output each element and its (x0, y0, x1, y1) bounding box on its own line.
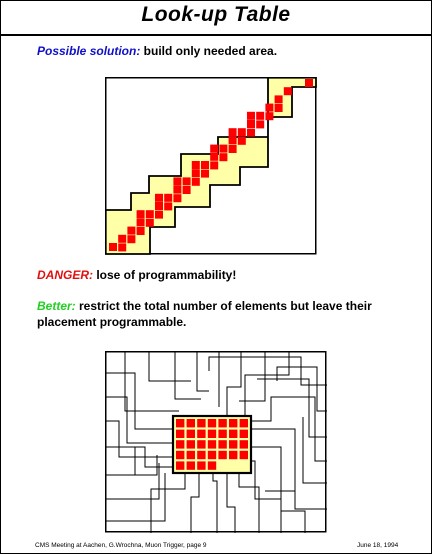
lut-cell (155, 211, 163, 219)
possible-solution-label: Possible solution: (37, 44, 141, 58)
footer-date: June 18, 1994 (357, 542, 399, 549)
block-cell (176, 440, 184, 448)
possible-solution-text: build only needed area. (140, 44, 278, 58)
lut-cell (146, 219, 154, 227)
lut-cell (164, 194, 172, 202)
block-cell (218, 419, 226, 427)
lut-cell (183, 177, 191, 185)
block-cell (208, 419, 216, 427)
lut-cell (137, 218, 145, 226)
page-title: Look-up Table (141, 3, 291, 26)
lut-cell (305, 79, 313, 87)
lut-cell (229, 145, 237, 153)
lut-cell (238, 128, 246, 136)
block-cell (187, 451, 195, 459)
lut-cell (247, 129, 255, 137)
lut-cell (118, 235, 126, 243)
block-cell (229, 430, 237, 438)
lut-cell (275, 95, 283, 103)
block-cell (187, 419, 195, 427)
better-label: Better: (37, 299, 76, 313)
lut-cell (146, 210, 154, 218)
block-cell (229, 419, 237, 427)
block-cell (240, 419, 248, 427)
block-cell (176, 419, 184, 427)
block-cell (218, 430, 226, 438)
lut-cell (109, 243, 117, 251)
lut-cell (127, 227, 135, 235)
lut-cell (201, 161, 209, 169)
block-cell (240, 440, 248, 448)
lut-cell (192, 169, 200, 177)
lut-cell (265, 112, 273, 120)
lut-cell (219, 153, 227, 161)
block-cell (240, 430, 248, 438)
block-cell (176, 430, 184, 438)
lut-cell (173, 194, 181, 202)
lut-cell (256, 120, 264, 128)
block-cell (197, 451, 205, 459)
lut-cell (284, 87, 292, 95)
danger-label: DANGER: (37, 268, 93, 282)
block-cell (176, 461, 184, 469)
lut-cell (192, 161, 200, 169)
block-cell (208, 430, 216, 438)
danger-text: lose of programmability! (93, 268, 237, 282)
staircase-lut-figure (105, 77, 317, 255)
lut-cell (183, 186, 191, 194)
block-cell (197, 461, 205, 469)
block-cell (197, 430, 205, 438)
block-cell (176, 451, 184, 459)
lut-cell (118, 243, 126, 251)
lut-cell (265, 104, 273, 112)
lut-cell (247, 120, 255, 128)
lut-cell (155, 194, 163, 202)
block-cell (187, 440, 195, 448)
block-cell (218, 440, 226, 448)
lut-cell (275, 104, 283, 112)
lut-cell (256, 112, 264, 120)
lut-cell (210, 161, 218, 169)
block-cell (197, 419, 205, 427)
block-cell (240, 451, 248, 459)
programmable-lut-figure (105, 351, 327, 533)
lut-cell (155, 202, 163, 210)
block-cell (197, 440, 205, 448)
lut-cell (238, 137, 246, 145)
lut-cell (201, 170, 209, 178)
lut-cell (192, 178, 200, 186)
better-paragraph (37, 298, 407, 330)
lut-cell (127, 235, 135, 243)
lut-cell (173, 177, 181, 185)
footer-left: CMS Meeting at Aachen, G.Wrochna, Muon Trigger, page 9 (35, 542, 207, 549)
lut-cell (210, 153, 218, 161)
block-cell (187, 461, 195, 469)
block-cell (208, 440, 216, 448)
danger-paragraph (37, 267, 407, 283)
lut-cell (137, 210, 145, 218)
lut-cell (137, 227, 145, 235)
lut-cell (229, 136, 237, 144)
possible-solution-paragraph (37, 43, 407, 59)
lut-cell (210, 145, 218, 153)
block-cell (208, 461, 216, 469)
lut-cell (219, 145, 227, 153)
lut-cell (173, 186, 181, 194)
lut-cell (164, 202, 172, 210)
lut-cell (229, 128, 237, 136)
block-cell (229, 440, 237, 448)
block-cell (229, 451, 237, 459)
title-divider (1, 34, 431, 36)
better-text: restrict the total number of elements but leave their placement programmable. (37, 299, 372, 329)
block-cell (208, 451, 216, 459)
lut-cell (247, 112, 255, 120)
block-cell (187, 430, 195, 438)
block-cell (218, 451, 226, 459)
